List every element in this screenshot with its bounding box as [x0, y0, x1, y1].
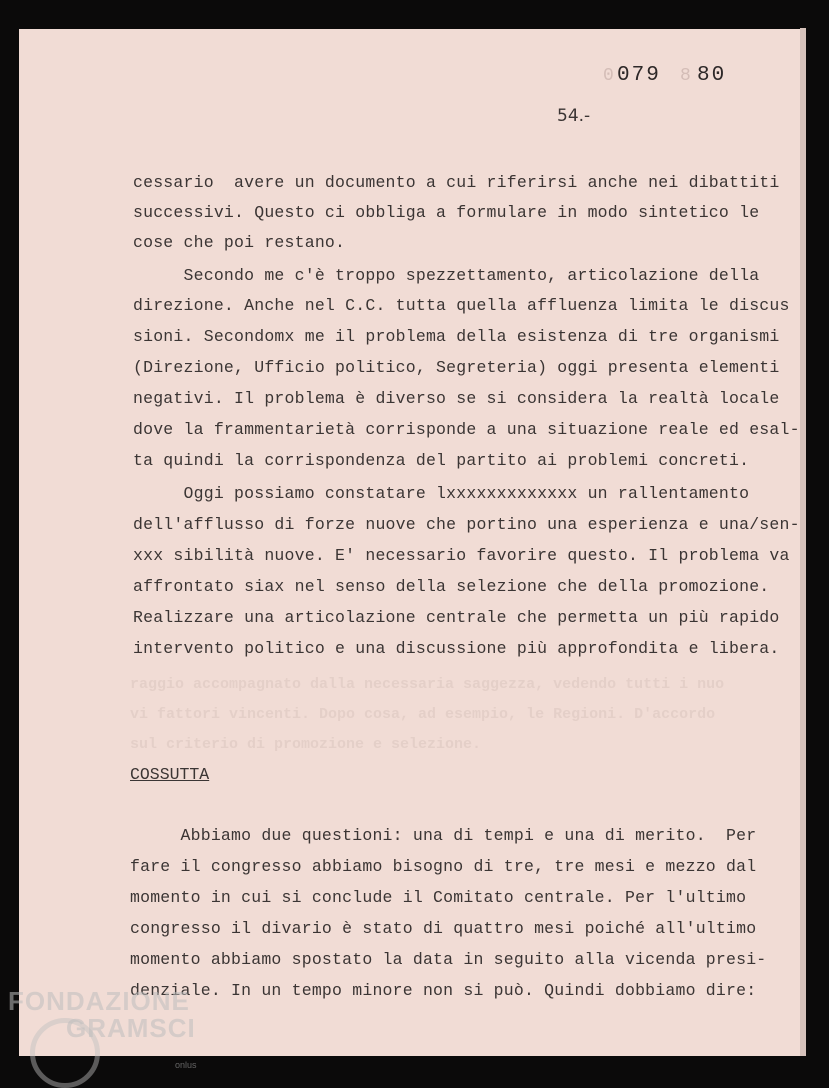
body-line: intervento politico e una discussione più approfondita e libera.	[133, 639, 780, 658]
stamp-ghost-number: 0	[603, 66, 614, 86]
body-line: dell'afflusso di forze nuove che portino una esperienza e una/sen-	[133, 515, 800, 534]
body-line: (Direzione, Ufficio politico, Segreteria) oggi presenta elementi	[133, 358, 780, 377]
stamp-number: 079	[617, 64, 661, 87]
body-line: cose che poi restano.	[133, 233, 346, 252]
speech-line: momento abbiamo spostato la data in seguito alla vicenda presi-	[130, 950, 767, 969]
speaker-name: COSSUTTA	[130, 765, 210, 784]
stamp-ghost-number-2: 8	[680, 66, 691, 86]
body-line: xxx sibilità nuove. E' necessario favorire questo. Il problema va	[133, 546, 790, 565]
bleed-through-line: raggio accompagnato dalla necessaria saggezza, vedendo tutti i nuo	[130, 676, 725, 693]
speech-line: denziale. In un tempo minore non si può. Quindi dobbiamo dire:	[130, 981, 757, 1000]
body-line: cessario avere un documento a cui riferirsi anche nei dibattiti	[133, 173, 780, 192]
archive-number: 80	[697, 64, 727, 87]
body-line: ta quindi la corrispondenza del partito ai problemi concreti.	[133, 451, 750, 470]
body-line: Realizzare una articolazione centrale che permetta un più rapido	[133, 608, 780, 627]
body-line: direzione. Anche nel C.C. tutta quella affluenza limita le discus	[133, 296, 790, 315]
bleed-through-line: sul criterio di promozione e selezione.	[130, 736, 482, 753]
body-line: Secondo me c'è troppo spezzettamento, articolazione della	[133, 266, 760, 285]
watermark	[8, 986, 196, 1044]
body-line: negativi. Il problema è diverso se si considera la realtà locale	[133, 389, 780, 408]
body-line: successivi. Questo ci obbliga a formulare in modo sintetico le	[133, 203, 760, 222]
speech-line: momento in cui si conclude il Comitato centrale. Per l'ultimo	[130, 888, 747, 907]
watermark-line3: onlus	[175, 1060, 197, 1070]
watermark-line1: FONDAZIONE	[8, 986, 190, 1016]
speech-line: Abbiamo due questioni: una di tempi e una di merito. Per	[130, 826, 757, 845]
speech-line: congresso il divario è stato di quattro mesi poiché all'ultimo	[130, 919, 757, 938]
body-line: dove la frammentarietà corrisponde a una situazione reale ed esal-	[133, 420, 800, 439]
watermark-line2: GRAMSCI	[66, 1013, 196, 1043]
body-line: affrontato siax nel senso della selezione che della promozione.	[133, 577, 770, 596]
page-edge	[800, 28, 806, 1056]
bleed-through-line: vi fattori vincenti. Dopo cosa, ad esempio, le Regioni. D'accordo	[130, 706, 716, 723]
body-line: sioni. Secondomx me il problema della esistenza di tre organismi	[133, 327, 780, 346]
page-number: 54.-	[557, 106, 591, 126]
body-line: Oggi possiamo constatare lxxxxxxxxxxxxx un rallentamento	[133, 484, 750, 503]
speech-line: fare il congresso abbiamo bisogno di tre, tre mesi e mezzo dal	[130, 857, 757, 876]
